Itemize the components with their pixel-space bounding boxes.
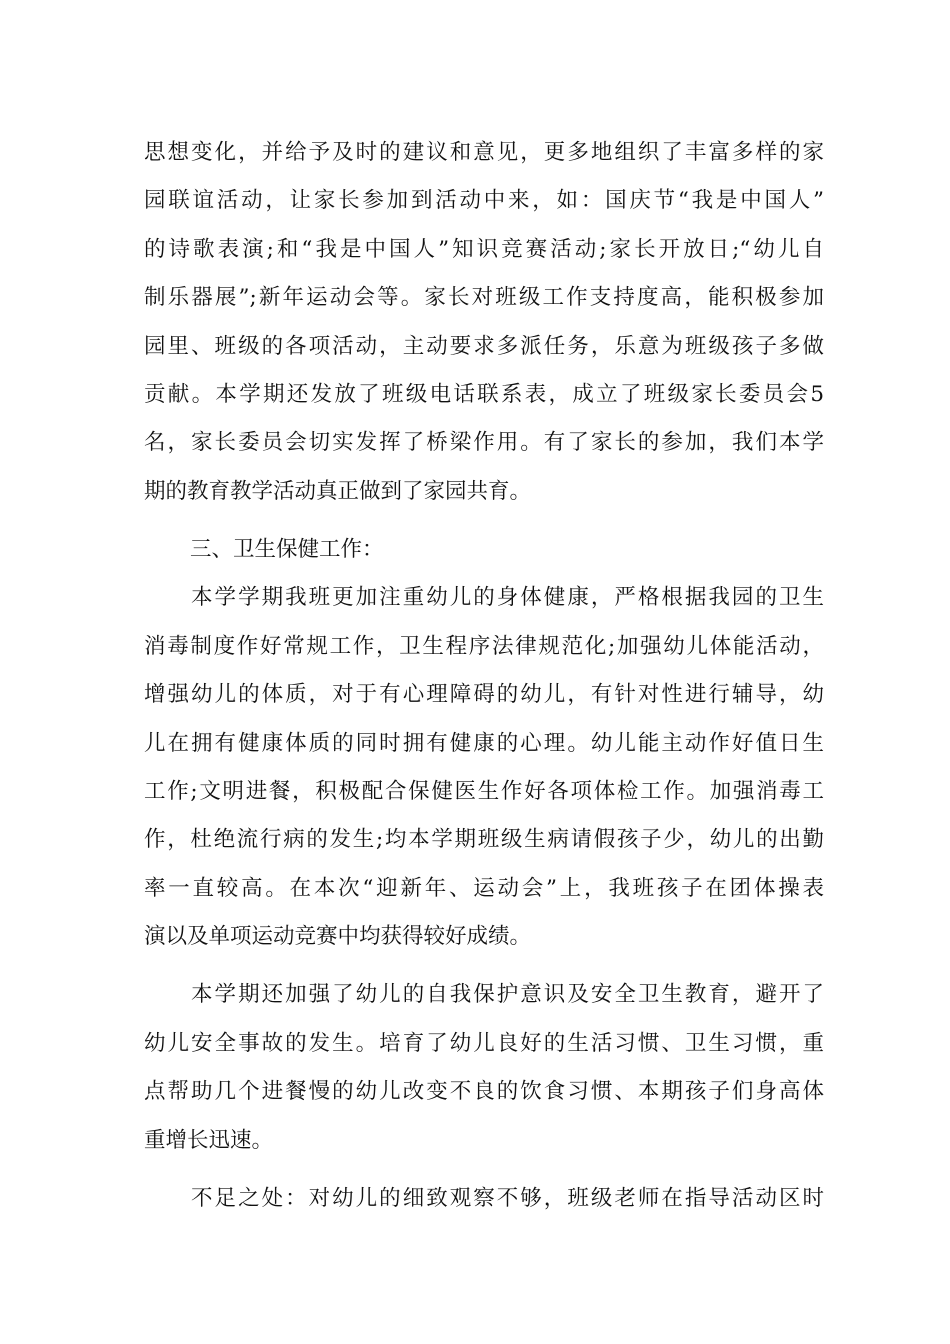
text-line: 的诗歌表演;和“我是中国人”知识竞赛活动;家长开放日;“幼儿自 (144, 237, 824, 262)
text-line: 名，家长委员会切实发挥了桥梁作用。有了家长的参加，我们本学 (144, 430, 824, 455)
text-line: 消毒制度作好常规工作，卫生程序法律规范化;加强幼儿体能活动， (144, 634, 824, 659)
text-line: 贡献。本学期还发放了班级电话联系表，成立了班级家长委员会5 (144, 382, 824, 407)
text-line: 儿在拥有健康体质的同时拥有健康的心理。幼儿能主动作好值日生 (144, 731, 824, 756)
text-line: 本学学期我班更加注重幼儿的身体健康，严格根据我园的卫生 (144, 585, 824, 610)
text-line: 演以及单项运动竞赛中均获得较好成绩。 (144, 924, 532, 949)
text-line: 幼儿安全事故的发生。培育了幼儿良好的生活习惯、卫生习惯，重 (144, 1031, 824, 1056)
text-line: 期的教育教学活动真正做到了家园共育。 (144, 479, 532, 504)
text-line: 不足之处：对幼儿的细致观察不够，班级老师在指导活动区时 (144, 1186, 824, 1211)
text-line: 园里、班级的各项活动，主动要求多派任务，乐意为班级孩子多做 (144, 334, 824, 359)
section-heading: 三、卫生保健工作： (190, 537, 384, 562)
text-line: 制乐器展”;新年运动会等。家长对班级工作支持度高，能积极参加 (144, 285, 824, 310)
text-line: 率一直较高。在本次“迎新年、运动会”上，我班孩子在团体操表 (144, 876, 824, 901)
text-line: 作，杜绝流行病的发生;均本学期班级生病请假孩子少，幼儿的出勤 (144, 827, 824, 852)
text-line: 园联谊活动，让家长参加到活动中来，如：国庆节“我是中国人” (144, 188, 824, 213)
text-line: 点帮助几个进餐慢的幼儿改变不良的饮食习惯、本期孩子们身高体 (144, 1079, 824, 1104)
text-line: 工作;文明进餐，积极配合保健医生作好各项体检工作。加强消毒工 (144, 779, 824, 804)
text-line: 重增长迅速。 (144, 1128, 274, 1153)
text-line: 思想变化，并给予及时的建议和意见，更多地组织了丰富多样的家 (144, 140, 824, 165)
text-line: 本学期还加强了幼儿的自我保护意识及安全卫生教育，避开了 (144, 982, 824, 1007)
text-line: 增强幼儿的体质，对于有心理障碍的幼儿，有针对性进行辅导，幼 (144, 682, 824, 707)
